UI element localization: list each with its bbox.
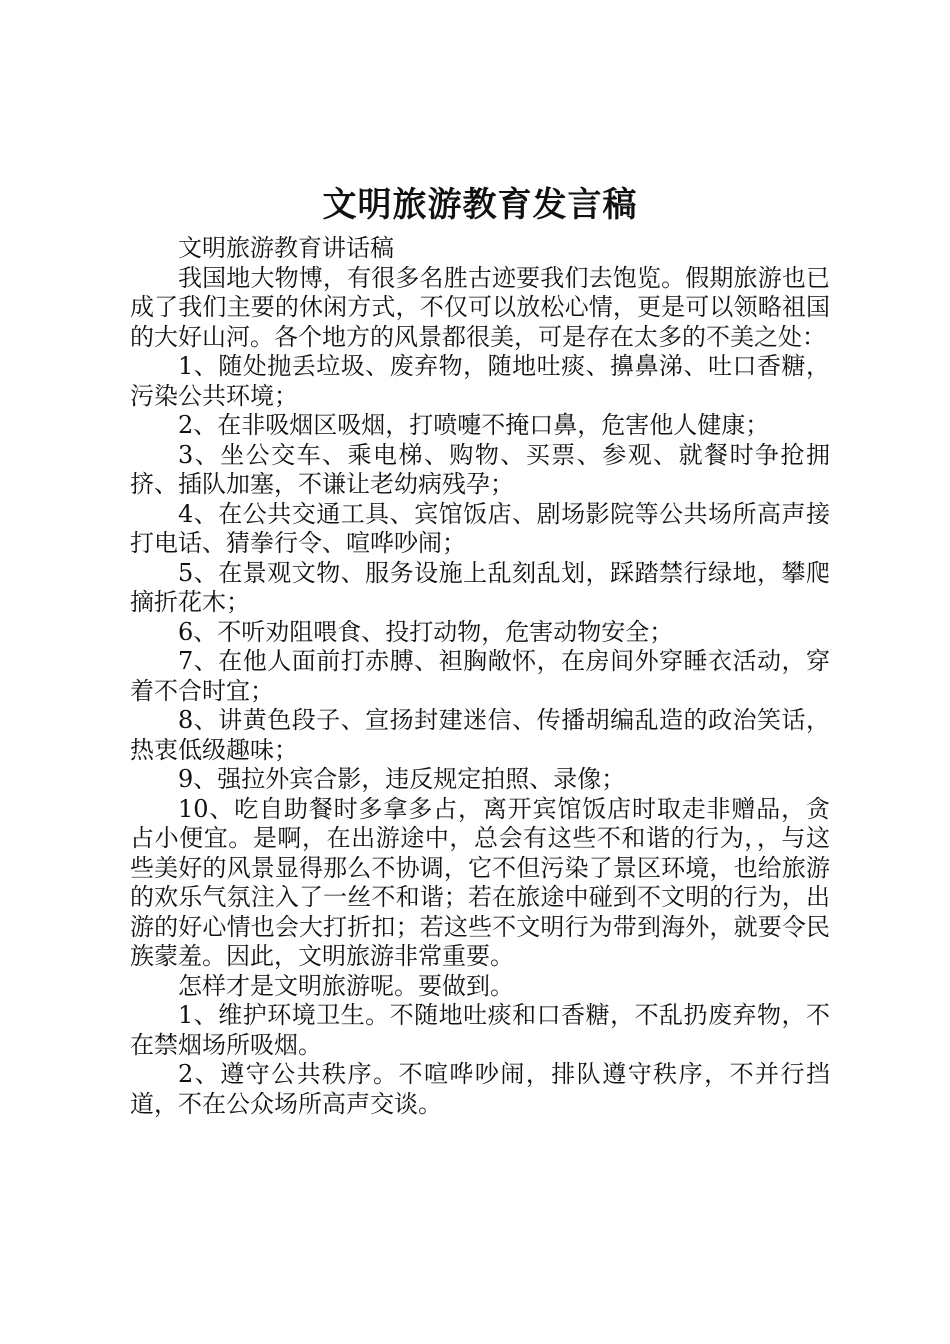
list-item-3: 3、坐公交车、乘电梯、购物、买票、参观、就餐时争抢拥挤、插队加塞，不谦让老幼病残孕；: [130, 440, 830, 498]
list-item-8: 8、讲黄色段子、宣扬封建迷信、传播胡编乱造的政治笑话，热衷低级趣味；: [130, 706, 830, 764]
list-item-2: 2、在非吸烟区吸烟，打喷嚏不掩口鼻，危害他人健康；: [178, 411, 770, 439]
measure-item-1: 1、维护环境卫生。不随地吐痰和口香糖，不乱扔废弃物，不在禁烟场所吸烟。: [130, 1001, 830, 1059]
document-title: 文明旅游教育发言稿: [322, 185, 638, 225]
subtitle-paragraph: 文明旅游教育讲话稿: [178, 234, 394, 262]
list-item-9: 9、强拉外宾合影，违反规定拍照、录像；: [178, 765, 626, 793]
question-paragraph: 怎样才是文明旅游呢。要做到。: [178, 971, 514, 1000]
list-item-10: 10、吃自助餐时多拿多占，离开宾馆饭店时取走非赠品，贪占小便宜。是啊，在出游途中，总会有这些不和谐的行为，，与这些美好的风景显得那么不协调，它不但污染了景区环境，也给旅游的欢乐气氛注入了一丝不和谐；若在旅途中碰到不文明的行为，出游的好心情也会大打折扣；若这些不文明行为带到海外，就要令民族蒙羞。因此，文明旅游非常重要。: [130, 794, 830, 970]
list-item-7: 7、在他人面前打赤膊、袒胸敞怀，在房间外穿睡衣活动，穿着不合时宜；: [130, 647, 830, 705]
list-item-5: 5、在景观文物、服务设施上乱刻乱划，踩踏禁行绿地，攀爬摘折花木；: [130, 558, 830, 616]
list-item-1: 1、随处抛丢垃圾、废弃物，随地吐痰、擤鼻涕、吐口香糖，污染公共环境；: [130, 352, 830, 410]
document-page: [130, 180, 830, 1119]
intro-paragraph: 我国地大物博，有很多名胜古迹要我们去饱览。假期旅游也已成了我们主要的休闲方式，不仅可以放松心情，更是可以领略祖国的大好山河。各个地方的风景都很美，可是存在太多的不美之处：: [130, 263, 830, 351]
list-item-4: 4、在公共交通工具、宾馆饭店、剧场影院等公共场所高声接打电话、猜拳行令、喧哗吵闹；: [130, 499, 830, 557]
list-item-6: 6、不听劝阻喂食、投打动物，危害动物安全；: [178, 617, 674, 646]
measure-item-2: 2、遵守公共秩序。不喧哗吵闹，排队遵守秩序，不并行挡道，不在公众场所高声交谈。: [130, 1060, 830, 1118]
